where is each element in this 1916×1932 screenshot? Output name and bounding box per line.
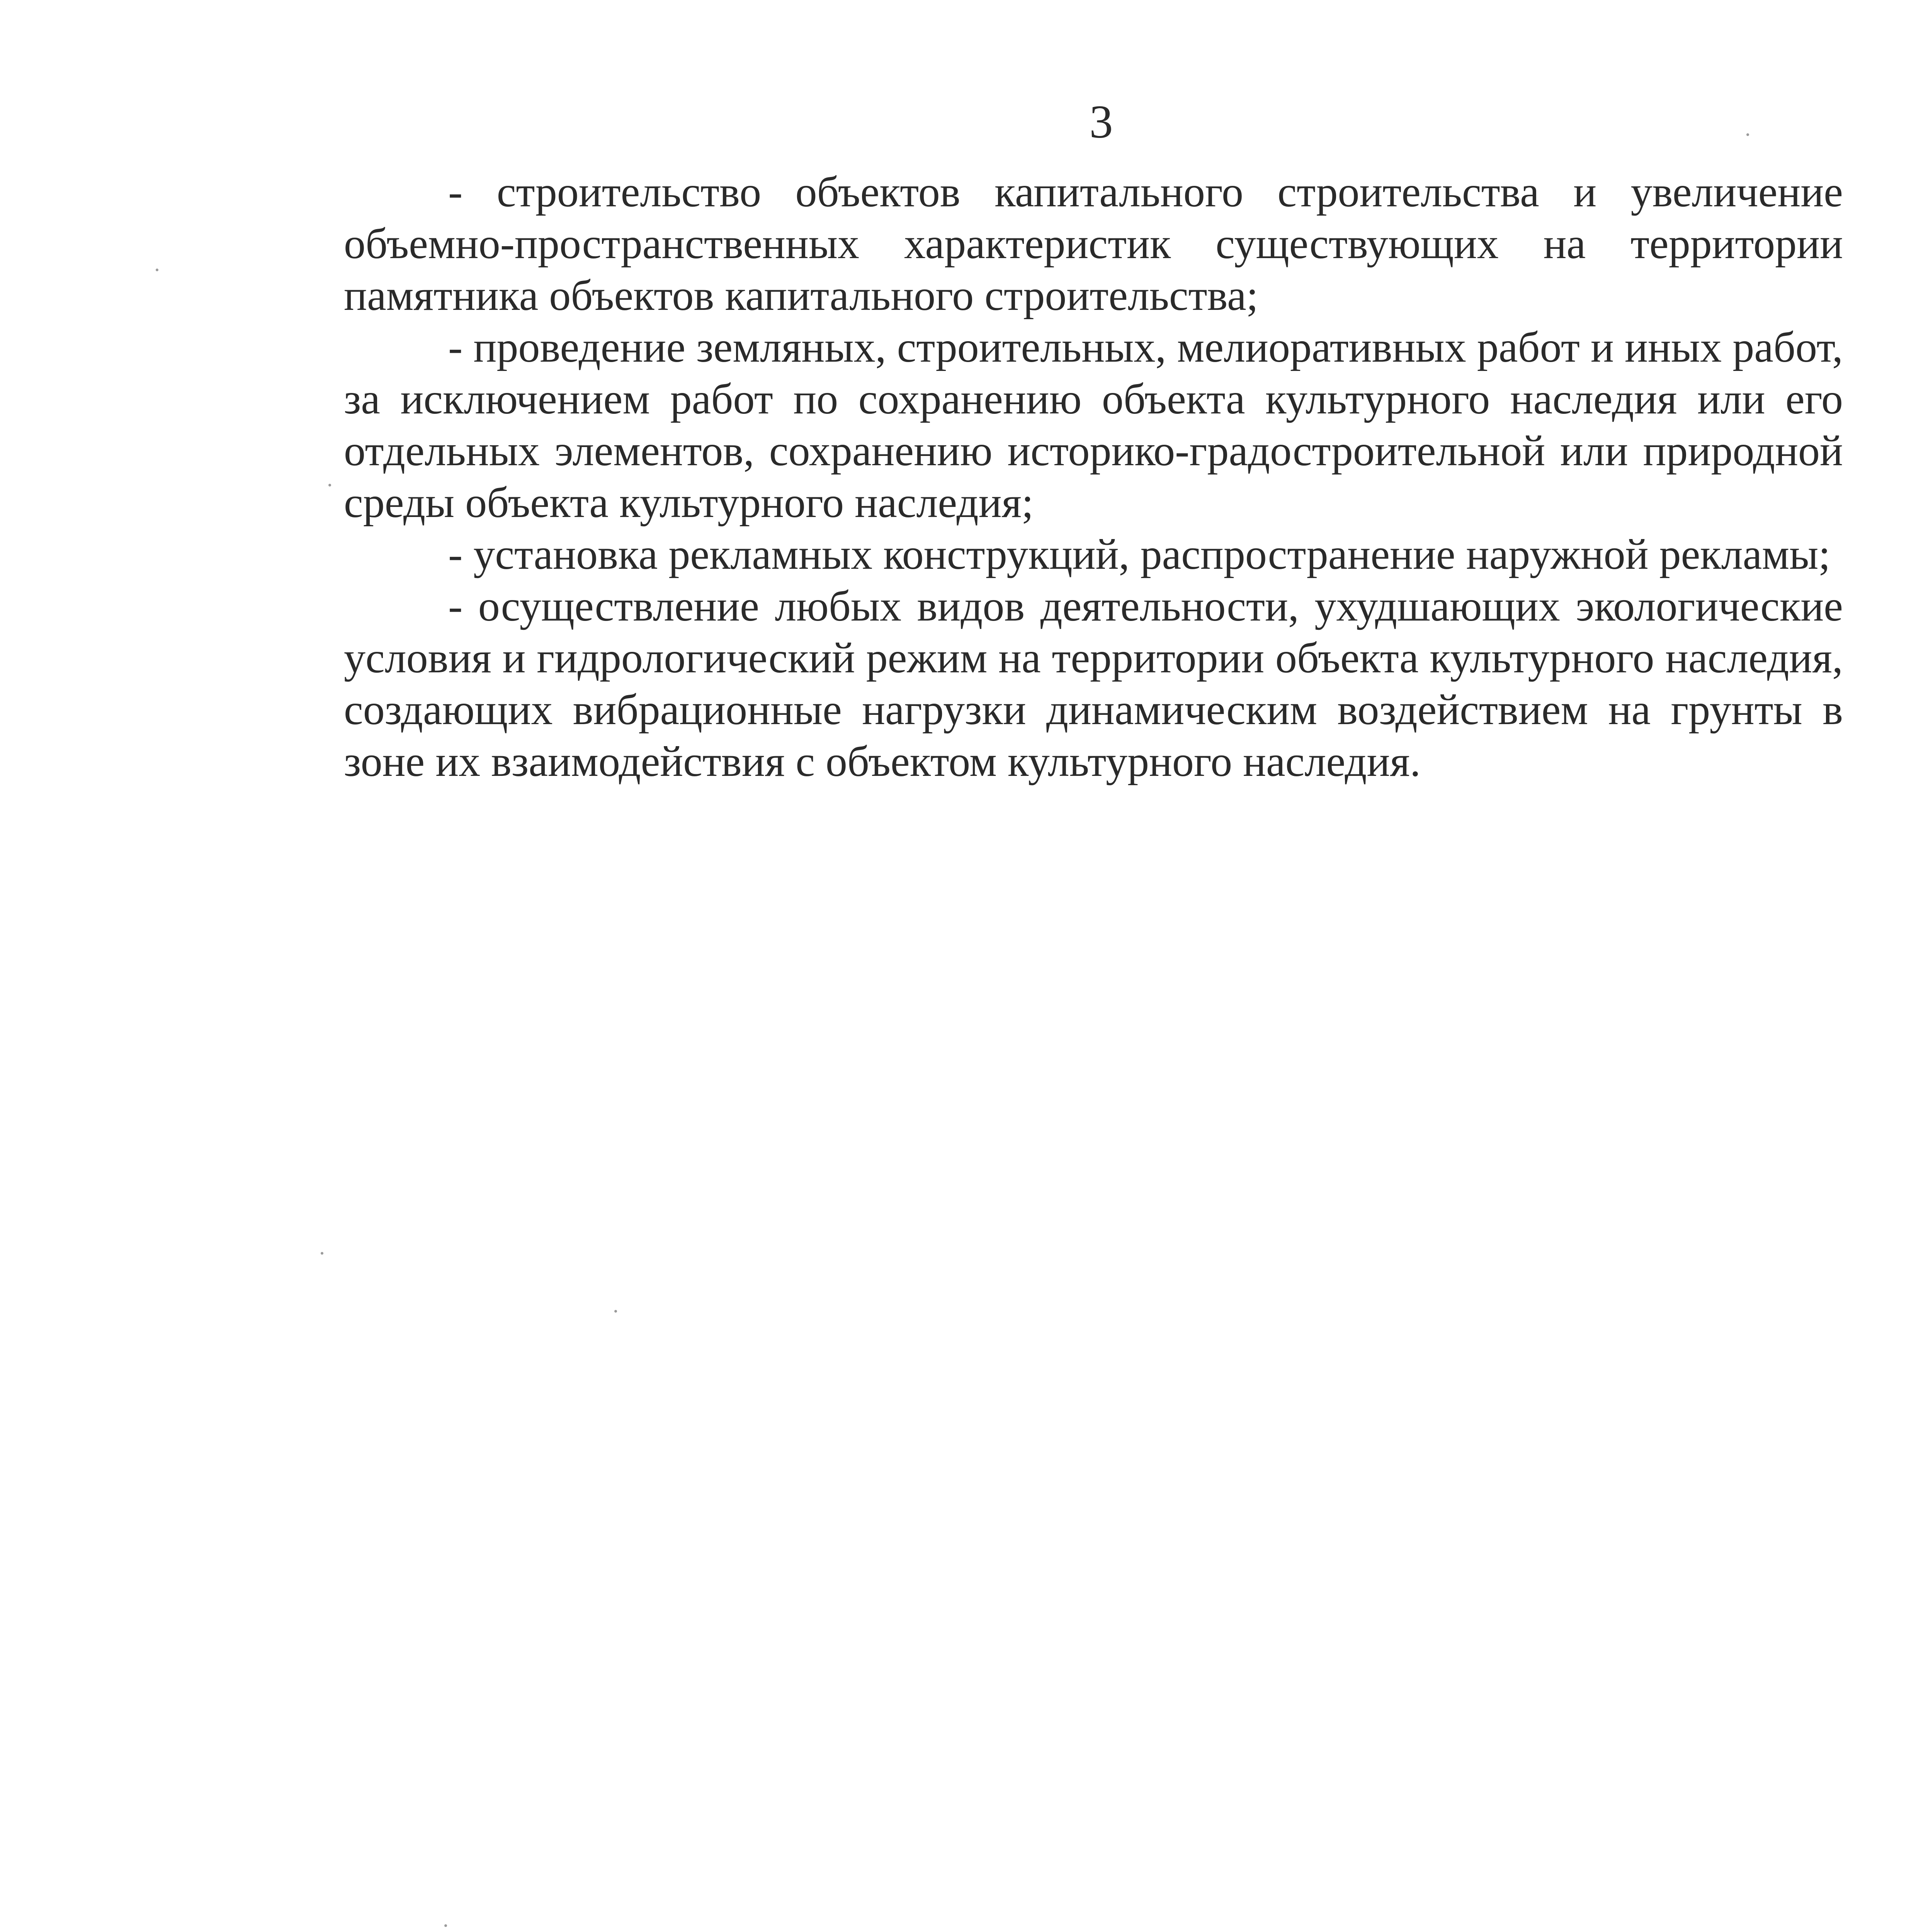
list-item-text: - строительство объектов капитального строительства и увеличение объемно-пространственных характеристик существующих на территории памятника объектов капитального строительства; — [344, 168, 1843, 320]
scan-speck — [1746, 133, 1749, 136]
page-number: 3 — [1089, 96, 1113, 148]
restrictions-list — [344, 166, 1843, 787]
scan-speck — [156, 269, 158, 271]
scan-speck — [321, 1252, 323, 1255]
list-item — [344, 580, 1843, 787]
list-item-text: - установка рекламных конструкций, распространение наружной рекламы; — [448, 531, 1831, 578]
scan-speck — [444, 1924, 447, 1927]
list-item-text: - проведение земляных, строительных, мелиоративных работ и иных работ, за исключением работ по сохранению объекта культурного наследия или его отдельных элементов, сохранению историко-градостроительной или природной среды объекта культурного наследия; — [344, 323, 1843, 527]
scan-speck — [328, 484, 331, 486]
list-item — [344, 321, 1843, 529]
list-item-text: - осуществление любых видов деятельности, ухудшающих экологические условия и гидрологический режим на территории объекта культурного наследия, создающих вибрационные нагрузки динамическим воздействием на грунты в зоне их взаимодействия с объектом культурного наследия. — [344, 582, 1843, 786]
list-item — [344, 529, 1843, 580]
list-item — [344, 166, 1843, 321]
scan-speck — [614, 1310, 617, 1313]
